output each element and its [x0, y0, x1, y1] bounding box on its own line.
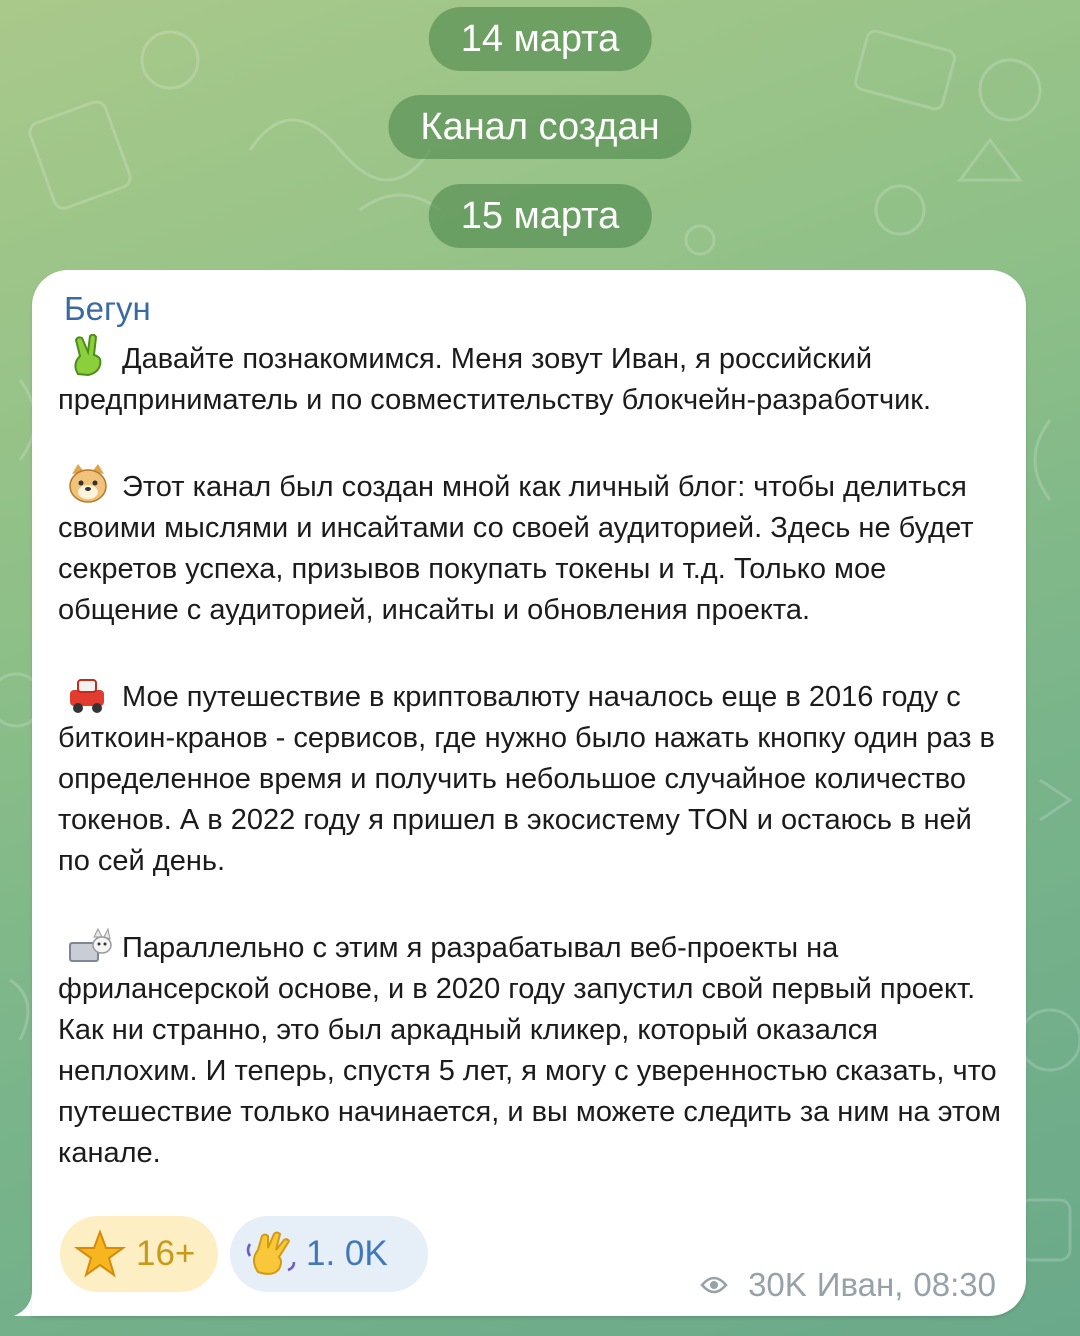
message-bubble[interactable] [32, 270, 1026, 1316]
paragraph [58, 334, 1006, 421]
views-count: 30K [748, 1266, 807, 1303]
paragraph-text: Мое путешествие в криптовалюту началось еще в 2016 году с биткоин-кранов - сервисов, где нужно было нажать кнопку один раз в определенное время и получить небольшое случайное количество токенов. А в 2022 году я пришел в экосистему TON и остаюсь в ней по сей день. [58, 681, 995, 877]
paragraph [58, 672, 1006, 882]
date-separator: 15 марта [429, 184, 652, 248]
reaction-count: 1. 0K [306, 1234, 388, 1273]
toy-car-icon [64, 672, 112, 716]
star-icon [72, 1226, 128, 1282]
doge-icon [64, 462, 112, 506]
author-name[interactable]: Бегун [64, 290, 151, 327]
reaction-star-button[interactable] [60, 1216, 218, 1292]
message-meta [700, 1266, 996, 1304]
victory-hand-icon [64, 334, 112, 378]
message-time: 08:30 [913, 1266, 996, 1303]
waving-hand-icon [242, 1226, 298, 1282]
message-text [58, 334, 1006, 1174]
paragraph [58, 923, 1006, 1174]
post-signature: Иван, [816, 1266, 904, 1303]
paragraph [58, 462, 1006, 631]
paragraph-text: Давайте познакомимся. Меня зовут Иван, я российский предприниматель и по совместительству блокчейн-разработчик. [58, 343, 932, 416]
paragraph-text: Параллельно с этим я разрабатывал веб-проекты на фрилансерской основе, и в 2020 году запустил свой первый проект. Как ни странно, это был аркадный кликер, который оказался неплохим. И теперь, спустя 5 лет, я могу с уверенностью сказать, что путешествие только начинается, и вы можете следить за ним на этом канале. [58, 932, 1001, 1169]
cat-laptop-icon [64, 923, 112, 967]
date-separator: 14 марта [429, 7, 652, 71]
reaction-count: 16+ [136, 1234, 196, 1273]
views-eye-icon [700, 1274, 728, 1296]
paragraph-text: Этот канал был создан мной как личный блог: чтобы делиться своими мыслями и инсайтами со своей аудиторией. Здесь не будет секретов успеха, призывов покупать токены и т.д. Только мое общение с аудиторией, инсайты и обновления проекта. [58, 471, 974, 626]
service-message-channel-created: Канал создан [388, 95, 691, 159]
reaction-waving-hand-button[interactable] [230, 1216, 428, 1292]
